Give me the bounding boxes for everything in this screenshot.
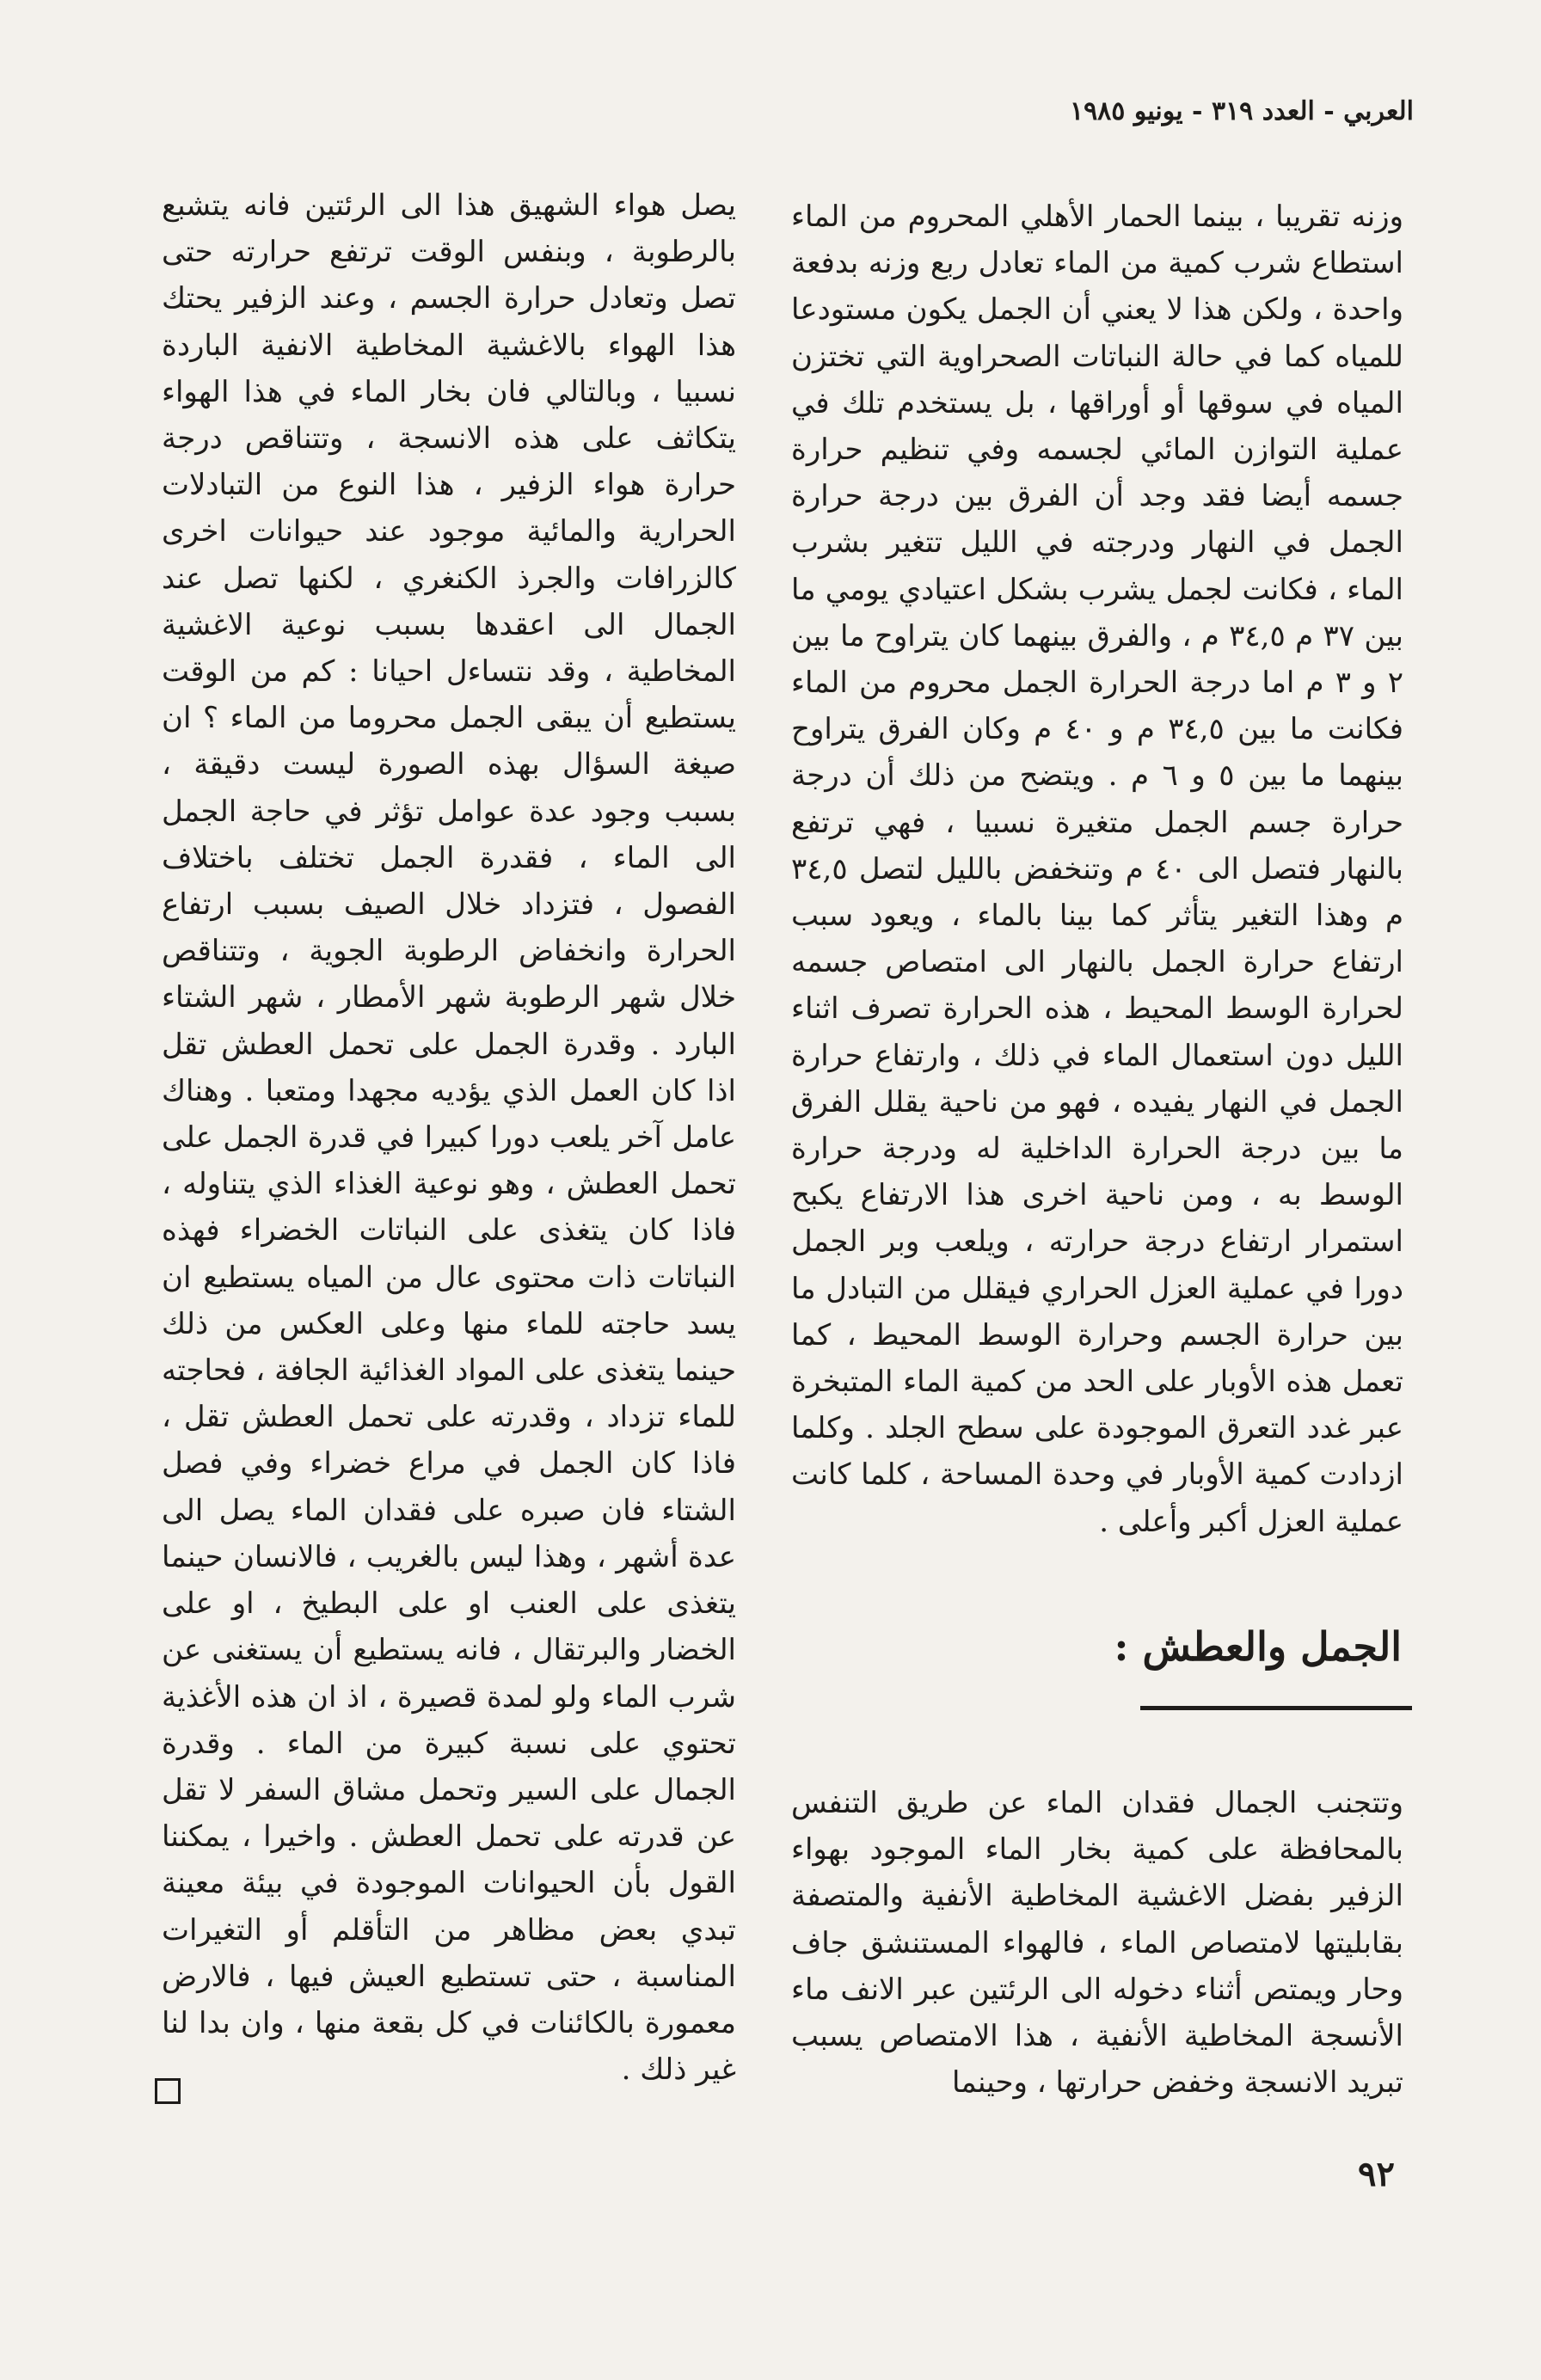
section-body-text: وتتجنب الجمال فقدان الماء عن طريق التنفس بالمحافظة على كمية بخار الماء الموجود بهواء الزفير بفضل الاغشية المخاطية الأنفية والمتصفة بقابليتها لامتصاص الماء ، فالهواء المستنشق جاف وحار ويمتص أثناء دخوله الى الرئتين عبر الانف ماء الأنسجة المخاطية الأنفية ، هذا الامتصاص يسبب تبريد الانسجة وخفض حرارتها ، وحينما [791, 1786, 1403, 2101]
running-header: العربي - العدد ٣١٩ - يونيو ١٩٨٥ [1069, 96, 1414, 126]
section-heading: الجمل والعطش : [1114, 1623, 1402, 1670]
left-column-text: يصل هواء الشهيق هذا الى الرئتين فانه يتشبع بالرطوبة ، وبنفس الوقت ترتفع حرارته حتى تصل وتعادل حرارة الجسم ، وعند الزفير يحتك هذا الهواء بالاغشية المخاطية الانفية الباردة نسبيا ، وبالتالي فان بخار الماء في هذا الهواء يتكاثف على هذه الانسجة ، وتتناقص درجة حرارة هواء الزفير ، هذا النوع من التبادلات الحرارية والمائية موجود عند حيوانات اخرى كالزرافات والجرذ الكنغري ، لكنها تصل عند الجمال الى اعقدها بسبب نوعية الاغشية المخاطية ، وقد نتساءل احيانا : كم من الوقت يستطيع أن يبقى الجمل محروما من الماء ؟ ان صيغة السؤال بهذه الصورة ليست دقيقة ، بسبب وجود عدة عوامل تؤثر في حاجة الجمل الى الماء ، فقدرة الجمل تختلف باختلاف الفصول ، فتزداد خلال الصيف بسبب ارتفاع الحرارة وانخفاض الرطوبة الجوية ، وتتناقص خلال شهر الرطوبة شهر الأمطار ، شهر الشتاء البارد . وقدرة الجمل على تحمل العطش تقل اذا كان العمل الذي يؤديه مجهدا ومتعبا . وهناك عامل آخر يلعب دورا كبيرا في قدرة الجمل على تحمل العطش ، وهو نوعية الغذاء الذي يتناوله ، فاذا كان يتغذى على النباتات الخضراء فهذه النباتات ذات محتوى عال من المياه يستطيع ان يسد حاجته للماء منها وعلى العكس من ذلك حينما يتغذى على المواد الغذائية الجافة ، فحاجته للماء تزداد ، وقدرته على تحمل العطش تقل ، فاذا كان الجمل في مراع خضراء وفي فصل الشتاء فان صبره على فقدان الماء يصل الى عدة أشهر ، وهذا ليس بالغريب ، فالانسان حينما يتغذى على العنب او على البطيخ ، او على الخضار والبرتقال ، فانه يستطيع أن يستغنى عن شرب الماء ولو لمدة قصيرة ، اذ ان هذه الأغذية تحتوي على نسبة كبيرة من الماء . وقدرة الجمال على السير وتحمل مشاق السفر لا تقل عن قدرته على تحمل العطش . واخيرا ، يمكننا القول بأن الحيوانات الموجودة في بيئة معينة تبدي بعض مظاهر من التأقلم أو التغيرات المناسبة ، حتى تستطيع العيش فيها ، فالارض معمورة بالكائنات في كل بقعة منها ، وان بدا لنا غير ذلك . [162, 188, 736, 2088]
page-number: ٩٢ [1358, 2154, 1395, 2194]
end-of-article-square-icon [155, 2078, 181, 2104]
right-column-text: وزنه تقريبا ، بينما الحمار الأهلي المحروم من الماء استطاع شرب كمية من الماء تعادل ربع وزنه بدفعة واحدة ، ولكن هذا لا يعني أن الجمل يكون مستودعا للمياه كما في حالة النباتات الصحراوية التي تختزن المياه في سوقها أو أوراقها ، بل يستخدم تلك في عملية التوازن المائي لجسمه وفي تنظيم حرارة جسمه أيضا فقد وجد أن الفرق بين درجة حرارة الجمل في النهار ودرجته في الليل تتغير بشرب الماء ، فكانت لجمل يشرب بشكل اعتيادي يومي ما بين ٣٧ م ٣٤,٥ م ، والفرق بينهما كان يتراوح ما بين ٢ و ٣ م اما درجة الحرارة الجمل محروم من الماء فكانت ما بين ٣٤,٥ م و ٤٠ م وكان الفرق يتراوح بينهما ما بين ٥ و ٦ م . ويتضح من ذلك أن درجة حرارة جسم الجمل متغيرة نسبيا ، فهي ترتفع بالنهار فتصل الى ٤٠ م وتنخفض بالليل لتصل ٣٤,٥ م وهذا التغير يتأثر كما بينا بالماء ، ويعود سبب ارتفاع حرارة الجمل بالنهار الى امتصاص جسمه لحرارة الوسط المحيط ، هذه الحرارة تصرف اثناء الليل دون استعمال الماء في ذلك ، وارتفاع حرارة الجمل في النهار يفيده ، فهو من ناحية يقلل الفرق ما بين درجة الحرارة الداخلية له ودرجة حرارة الوسط به ، ومن ناحية اخرى هذا الارتفاع يكبح استمرار ارتفاع درجة حرارته ، ويلعب وبر الجمل دورا في عملية العزل الحراري فيقلل من التبادل ما بين حرارة الجسم وحرارة الوسط المحيط ، كما تعمل هذه الأوبار على الحد من كمية الماء المتبخرة عبر غدد التعرق الموجودة على سطح الجلد . وكلما ازدادت كمية الأوبار في وحدة المساحة ، كلما كانت عملية العزل أكبر وأعلى . [791, 199, 1403, 1539]
heading-underline [1140, 1706, 1412, 1710]
